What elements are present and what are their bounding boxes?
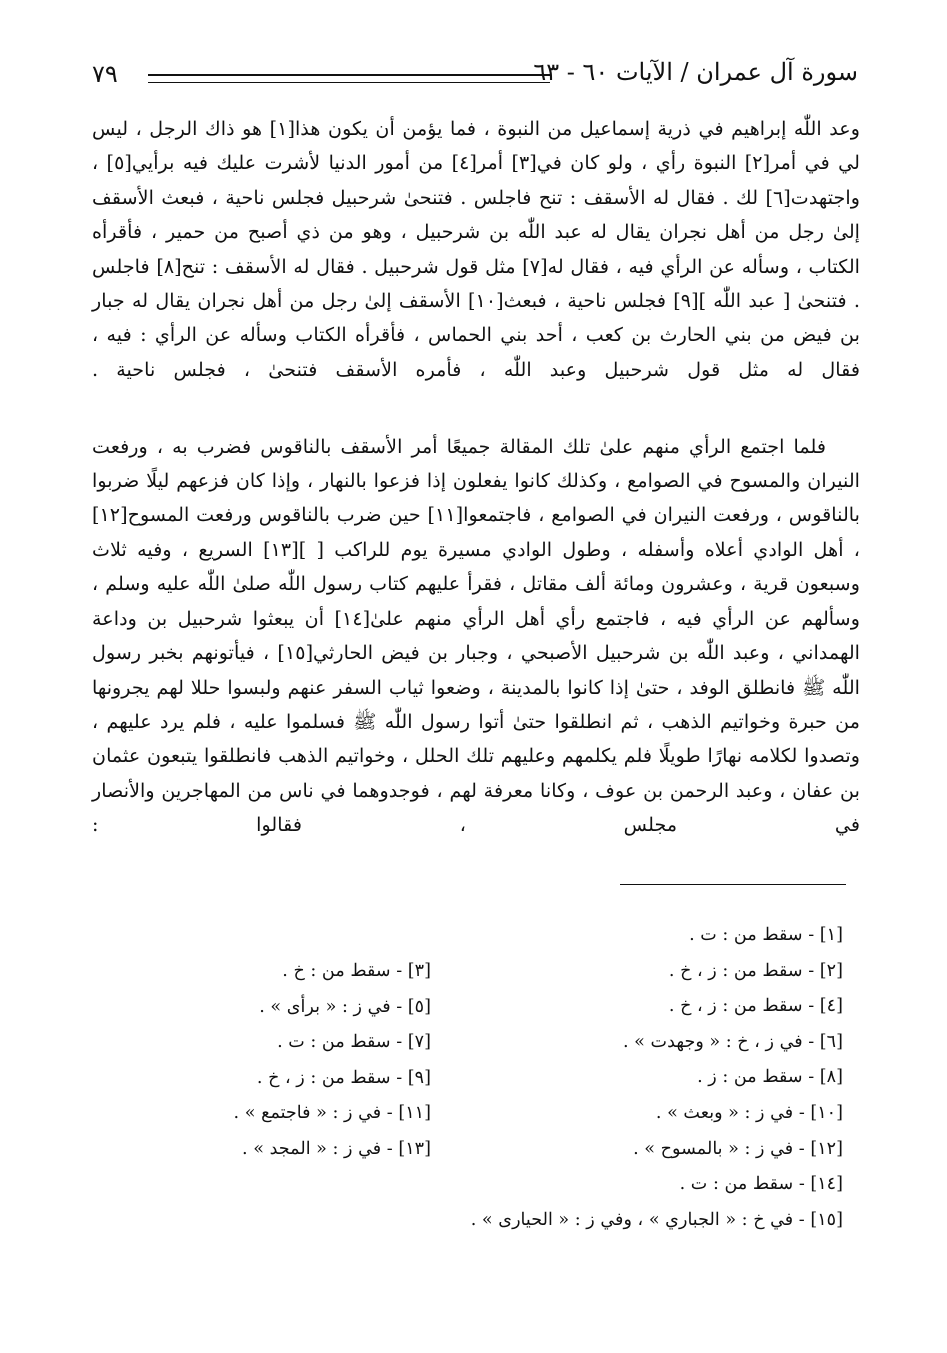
footnote-8: [٨] - سقط من : ز .: [697, 1067, 843, 1088]
footnote-10: [١٠] - في ز : « وبعث » .: [655, 1102, 843, 1123]
footnote-3: [٣] - سقط من : خ .: [282, 961, 431, 981]
main-text: [92, 112, 860, 877]
header-rule: [148, 74, 550, 83]
footnote-12: [١٢] - في ز : « بالمسوح » .: [633, 1138, 843, 1159]
page-header: [88, 58, 858, 94]
footnote-6: [٦] - في ز ، خ : « وجهدت » .: [623, 1031, 843, 1052]
footnote-separator: [620, 884, 846, 885]
paragraph-1: وعد اللّٰه إبراهيم في ذرية إسماعيل من النبوة ، فما يؤمن أن يكون هذا[١] هو ذاك الرجل ، ليس لي في أمر[٢] النبوة رأي ، ولو كان في[٣] أمر[٤] من أمور الدنيا لأشرت عليك فيه برأيي[٥] ، واجتهدت[٦] لك . فقال له الأسقف : تنح فاجلس . فتنحىٰ شرحبيل فجلس ناحية ، فبعث الأسقف إلىٰ رجل من أهل نجران يقال له عبد اللّٰه بن شرحبيل ، وهو من ذي أصبح من حمير ، فأقرأه الكتاب ، وسأله عن الرأي فيه ، فقال له[٧] مثل قول شرحبيل . فقال له الأسقف : تنح[٨] فاجلس . فتنحىٰ [ عبد اللّٰه ][٩] فجلس ناحية ، فبعث[١٠] الأسقف إلىٰ رجل من أهل نجران يقال له جبار بن فيض من بني الحارث بن كعب ، أحد بني الحماس ، فأقرأه الكتاب وسأله عن الرأي : فيه ، فقال له مثل قول شرحبيل وعبد اللّٰه ، فأمره الأسقف فتنحىٰ ، فجلس ناحية .: [92, 117, 861, 381]
footnote-14: [١٤] - سقط من : ت .: [679, 1174, 843, 1195]
paragraph-2: فلما اجتمع الرأي منهم علىٰ تلك المقالة جميعًا أمر الأسقف بالناقوس فضرب به ، ورفعت النيران والمسوح في الصوامع ، وكذلك كانوا يفعلون إذا فزعوا بالنهار ، وإذا كان فزعهم ليلًا ضربوا بالناقوس ، ورفعت النيران في الصوامع ، فاجتمعوا[١١] حين ضرب بالناقوس ورفعت المسوح[١٢] ، أهل الوادي أعلاه وأسفله ، وطول الوادي مسيرة يوم للراكب [ ][١٣] السريع ، وفيه ثلاث وسبعون قرية ، وعشرون ومائة ألف مقاتل ، فقرأ عليهم كتاب رسول اللّٰه صلىٰ اللّٰه عليه وسلم ، وسألهم عن الرأي فيه ، فاجتمع رأي أهل الرأي منهم علىٰ[١٤] أن يبعثوا شرحبيل بن وداعة الهمداني ، وعبد اللّٰه بن شرحبيل الأصبحي ، وجبار بن فيض الحارثي[١٥] ، فيأتونهم بخبر رسول اللّٰه ﷺ فانطلق الوفد ، حتىٰ إذا كانوا بالمدينة ، وضعوا ثياب السفر عنهم ولبسوا حللا لهم يجرونها من حبرة وخواتيم الذهب ، ثم انطلقوا حتىٰ أتوا رسول اللّٰه ﷺ فسلموا عليه ، فلم يرد عليهم ، وتصدوا لكلامه نهارًا طويلًا فلم يكلمهم وعليهم تلك الحلل ، وخواتيم الذهب فانطلقوا يتبعون عثمان بن عفان ، وعبد الرحمن بن عوف ، وكانا معرفة لهم ، فوجدوهما في ناس من المهاجرين والأنصار في مجلس ، فقالوا :: [92, 434, 861, 837]
footnote-9: [٩] - سقط من : ز ، خ .: [256, 1067, 431, 1088]
running-title: سورة آل عمران / الآيات ٦٠ - ٦٣: [533, 58, 858, 86]
footnote-2: [٢] - سقط من : ز ، خ .: [668, 960, 843, 981]
page-number: ٧٩: [92, 60, 118, 88]
footnotes-right-column: [470, 918, 843, 1238]
footnote-1: [١] - سقط من : ت .: [689, 925, 843, 945]
footnote-4: [٤] - سقط من : ز ، خ .: [668, 996, 843, 1017]
footnote-13: [١٣] - في ز : « المجد » .: [242, 1138, 431, 1159]
footnote-5: [٥] - في ز : « برأى » .: [259, 996, 431, 1017]
footnote-15: [١٥] - في خ : « الجباري » ، وفي ز : « الحيارى » .: [470, 1209, 843, 1230]
footnotes-left-column: [111, 954, 431, 1168]
footnote-7: [٧] - سقط من : ت .: [277, 1032, 431, 1053]
footnote-11: [١١] - في ز : « فاجتمع » .: [233, 1103, 431, 1124]
